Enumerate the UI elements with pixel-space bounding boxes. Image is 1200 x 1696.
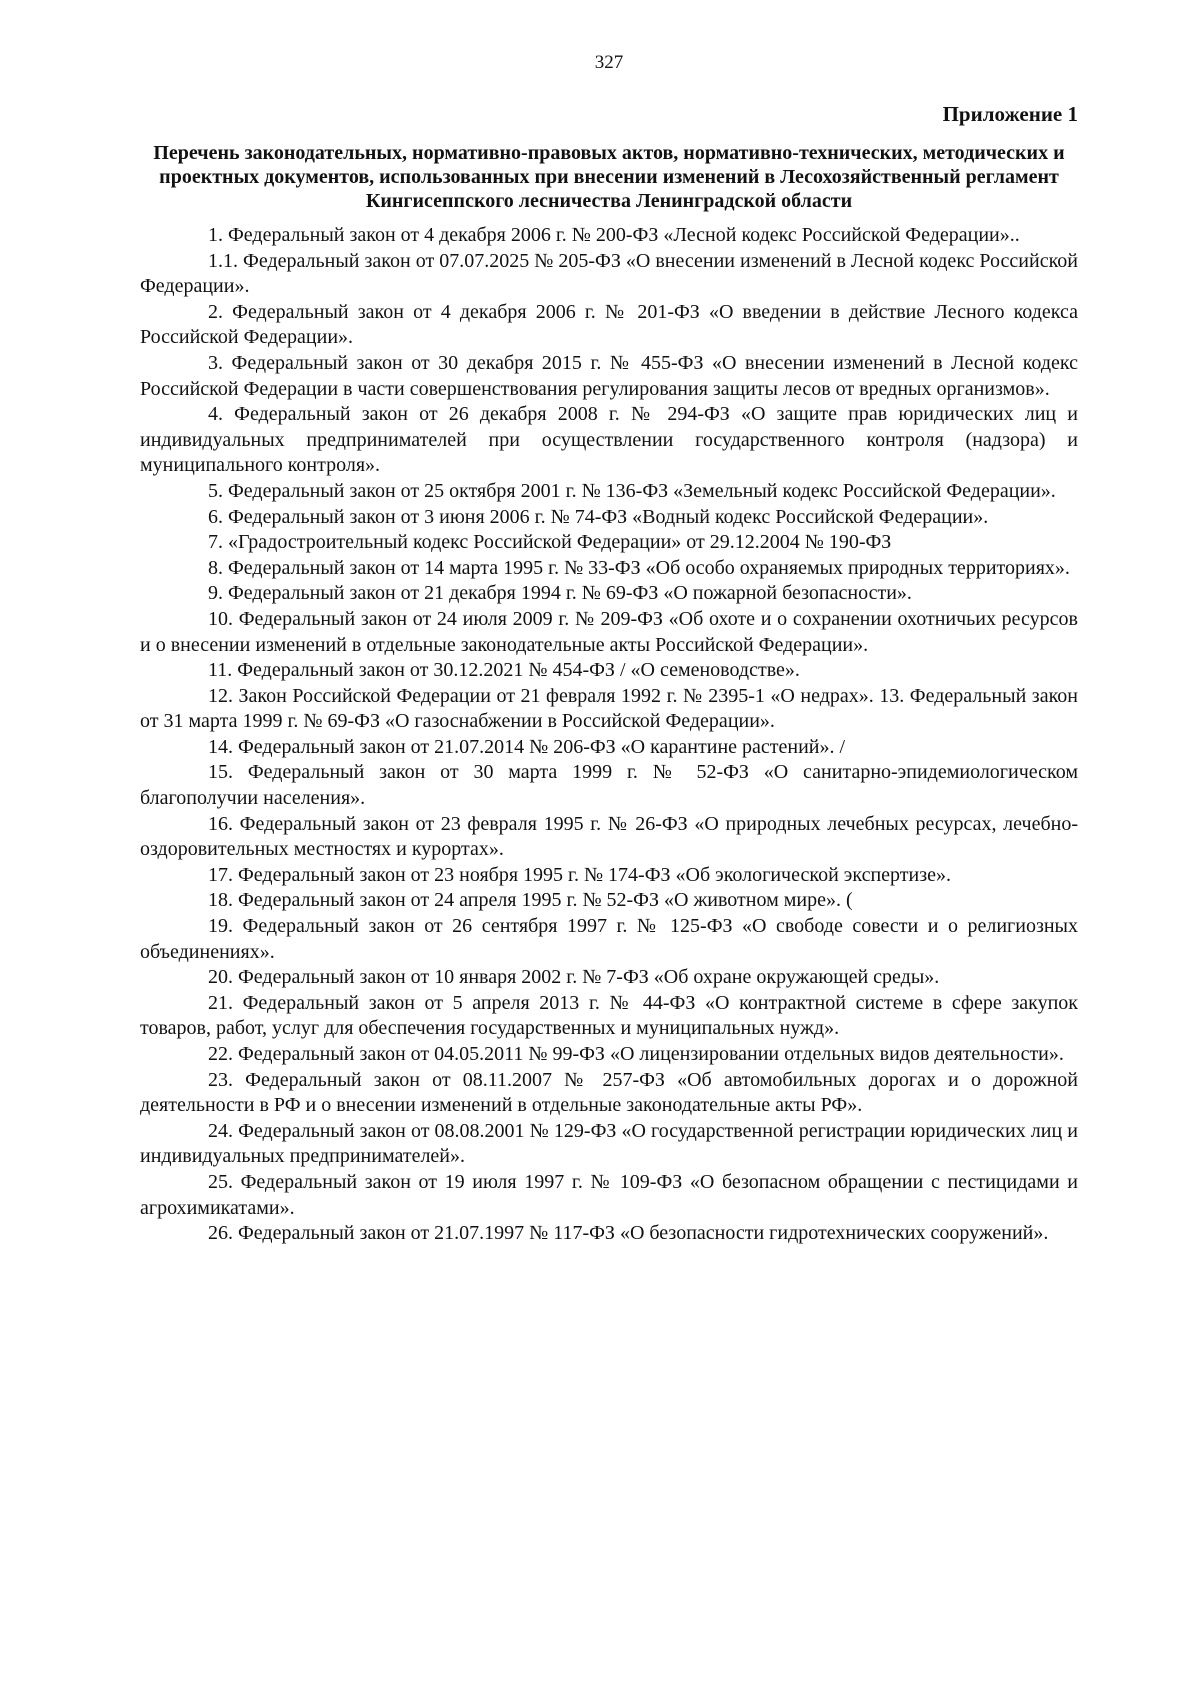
list-item: 19. Федеральный закон от 26 сентября 1997 г. № 125-ФЗ «О свободе совести и о религиозных объединениях». [140,915,1078,963]
list-item: 26. Федеральный закон от 21.07.1997 № 117-ФЗ «О безопасности гидротехнических сооружений». [208,1222,1049,1245]
list-item: 6. Федеральный закон от 3 июня 2006 г. № 74-ФЗ «Водный кодекс Российской Федерации». [208,505,989,528]
list-item: 8. Федеральный закон от 14 марта 1995 г. № 33-ФЗ «Об особо охраняемых природных территориях». [208,556,1070,579]
list-item: 11. Федеральный закон от 30.12.2021 № 454-ФЗ / «О семеноводстве». [208,659,800,682]
list-item: 7. «Градостроительный кодекс Российской Федерации» от 29.12.2004 № 190-ФЗ [208,531,892,554]
list-item: 2. Федеральный закон от 4 декабря 2006 г. № 201-ФЗ «О введении в действие Лесного кодекса Российской Федерации». [140,300,1078,349]
list-item: 25. Федеральный закон от 19 июля 1997 г. № 109-ФЗ «О безопасном обращении с пестицидами и агрохимикатами». [140,1170,1078,1219]
list-item: 18. Федеральный закон от 24 апреля 1995 г. № 52-ФЗ «О животном мире». ( [208,889,853,912]
list-item: 5. Федеральный закон от 25 октября 2001 г. № 136-ФЗ «Земельный кодекс Российской Федерации». [208,479,1056,502]
list-item: 20. Федеральный закон от 10 января 2002 г. № 7-ФЗ «Об охране окружающей среды». [208,966,940,989]
list-item: 12. Закон Российской Федерации от 21 февраля 1992 г. № 2395-1 «О недрах». 13. Федеральный закон от 31 марта 1999 г. № 69-ФЗ «О газоснабжении в Российской Федерации». [140,684,1078,733]
list-item: 15. Федеральный закон от 30 марта 1999 г. № 52-ФЗ «О санитарно-эпидемиологическом благополучии населения». [140,761,1078,810]
list-item: 16. Федеральный закон от 23 февраля 1995 г. № 26-ФЗ «О природных лечебных ресурсах, лечебно-оздоровительных местностях и курортах». [140,812,1078,861]
list-item: 22. Федеральный закон от 04.05.2011 № 99-ФЗ «О лицензировании отдельных видов деятельности». [208,1043,1064,1065]
document-title: Перечень законодательных, нормативно-правовых актов, нормативно-технических, методических и проектных документов, использованных при внесении изменений в Лесохозяйственный регламент Кингисеппского лесничества Ленинградской области [153,142,1065,212]
list-item: 21. Федеральный закон от 5 апреля 2013 г. № 44-ФЗ «О контрактной системе в сфере закупок товаров, работ, услуг для обеспечения государственных и муниципальных нужд». [140,991,1078,1040]
list-item: 9. Федеральный закон от 21 декабря 1994 г. № 69-ФЗ «О пожарной безопасности». [208,582,912,605]
page-number: 327 [594,52,624,73]
appendix-label: Приложение 1 [942,102,1078,126]
list-item: 1. Федеральный закон от 4 декабря 2006 г. № 200-ФЗ «Лесной кодекс Российской Федерации».. [208,224,1020,246]
list-item: 4. Федеральный закон от 26 декабря 2008 г. № 294-ФЗ «О защите прав юридических лиц и индивидуальных предпринимателей при осуществлении государственного контроля (надзора) и муниципального контроля». [140,403,1078,477]
list-item: 10. Федеральный закон от 24 июля 2009 г. № 209-ФЗ «Об охоте и о сохранении охотничьих ресурсов и о внесении изменений в отдельные законодательные акты Российской Федерации». [140,607,1078,656]
list-item: 17. Федеральный закон от 23 ноября 1995 г. № 174-ФЗ «Об экологической экспертизе». [208,863,951,886]
list-item: 24. Федеральный закон от 08.08.2001 № 129-ФЗ «О государственной регистрации юридических лиц и индивидуальных предпринимателей». [140,1119,1078,1168]
legal-acts-list [140,223,1078,1247]
list-item: 14. Федеральный закон от 21.07.2014 № 206-ФЗ «О карантине растений». / [208,735,846,758]
list-item: 23. Федеральный закон от 08.11.2007 № 257-ФЗ «Об автомобильных дорогах и о дорожной деятельности в РФ и о внесении изменений в отдельные законодательные акты РФ». [140,1068,1078,1117]
list-item: 1.1. Федеральный закон от 07.07.2025 № 205-ФЗ «О внесении изменений в Лесной кодекс Российской Федерации». [140,249,1078,298]
list-item: 3. Федеральный закон от 30 декабря 2015 г. № 455-ФЗ «О внесении изменений в Лесной кодекс Российской Федерации в части совершенствования регулирования защиты лесов от вредных организмов». [140,351,1078,400]
document-page [140,52,1078,1247]
